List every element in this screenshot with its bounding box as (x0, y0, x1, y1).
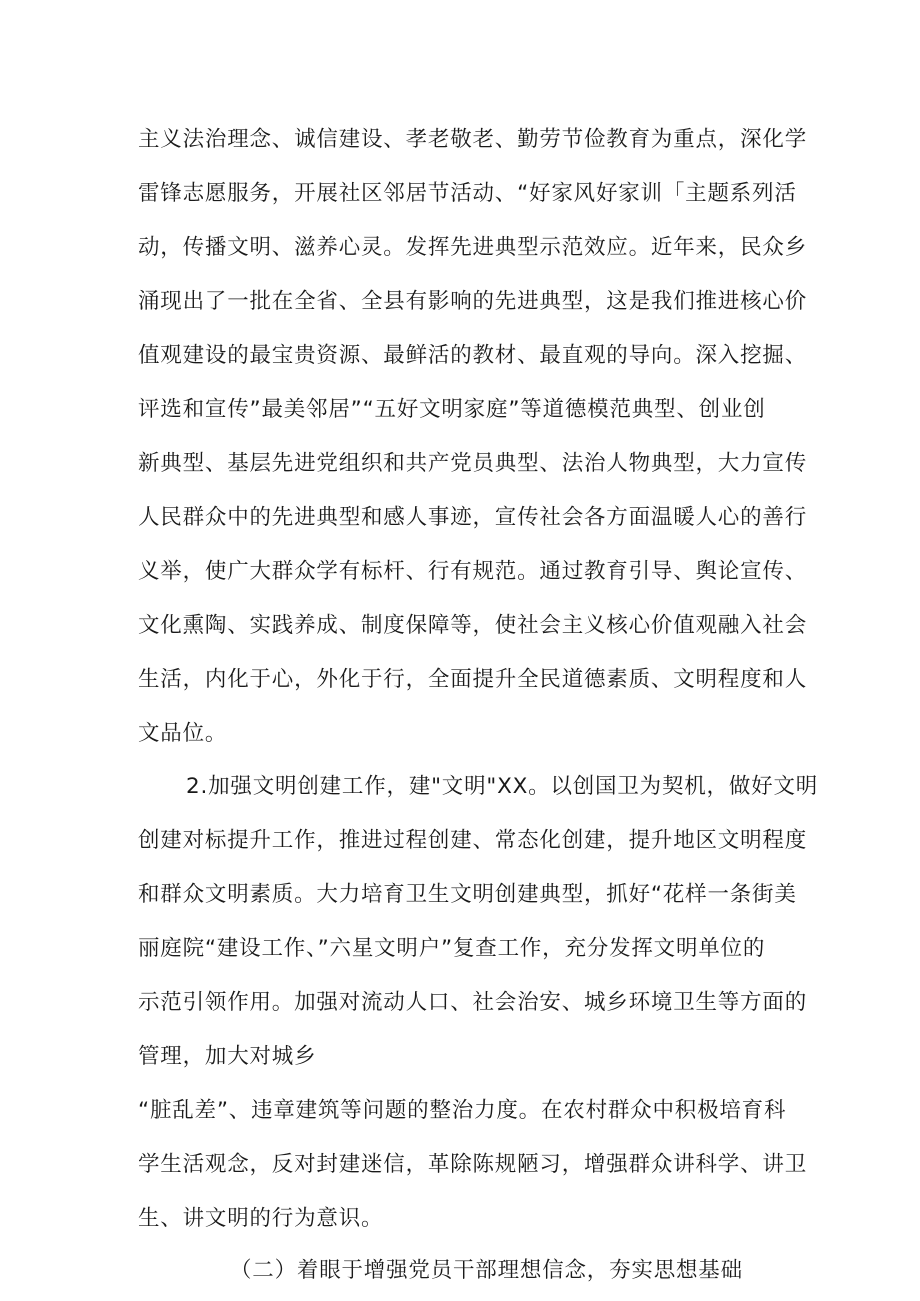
paragraph-line: 主义法治理念、诚信建设、孝老敬老、勤劳节俭教育为重点，深化学 (138, 127, 808, 152)
paragraph-line: 示范引领作用。加强对流动人口、社会治安、城乡环境卫生等方面的 (138, 990, 808, 1015)
paragraph-line: 2.加强文明创建工作，建"文明"XX。以创国卫为契机，做好文明 (186, 774, 819, 799)
paragraph-line: 学生活观念，反对封建迷信，革除陈规陋习，增强群众讲科学、讲卫 (138, 1152, 808, 1177)
paragraph-line: 动，传播文明、滋养心灵。发挥先进典型示范效应。近年来，民众乡 (138, 235, 808, 260)
paragraph-line: 雷锋志愿服务，开展社区邻居节活动、“好家风好家训「主题系列活 (138, 181, 797, 206)
paragraph-line: 管理，加大对城乡 (138, 1044, 317, 1069)
section-heading: （二）着眼于增强党员干部理想信念，夯实思想基础 (230, 1258, 743, 1283)
paragraph-line: 人民群众中的先进典型和感人事迹，宣传社会各方面温暖人心的善行 (138, 505, 808, 530)
paragraph-line: 评选和宣传”最美邻居”“五好文明家庭”等道德模范典型、创业创 (138, 397, 766, 422)
paragraph-line: 涌现出了一批在全省、全县有影响的先进典型，这是我们推进核心价 (138, 289, 808, 314)
paragraph-line: 和群众文明素质。大力培育卫生文明创建典型，抓好“花样一条街美 (138, 882, 797, 907)
paragraph-line: 生活，内化于心，外化于行，全面提升全民道德素质、文明程度和人 (138, 667, 808, 692)
paragraph-line: 文化熏陶、实践养成、制度保障等，使社会主义核心价值观融入社会 (138, 613, 808, 638)
paragraph-line: 创建对标提升工作，推进过程创建、常态化创建，提升地区文明程度 (138, 828, 808, 853)
paragraph-line: 新典型、基层先进党组织和共产党员典型、法治人物典型，大力宣传 (138, 451, 808, 476)
paragraph-line: 文品位。 (138, 721, 228, 746)
paragraph-line: 丽庭院“建设工作、”六星文明户”复查工作，充分发挥文明单位的 (138, 936, 766, 961)
paragraph-line: 值观建设的最宝贵资源、最鲜活的教材、最直观的导向。深入挖掘、 (138, 343, 808, 368)
paragraph-line: 义举，使广大群众学有标杆、行有规范。通过教育引导、舆论宣传、 (138, 559, 808, 584)
paragraph-line: 生、讲文明的行为意识。 (138, 1206, 384, 1231)
paragraph-line: “脏乱差”、违章建筑等问题的整治力度。在农村群众中积极培育科 (138, 1098, 787, 1123)
